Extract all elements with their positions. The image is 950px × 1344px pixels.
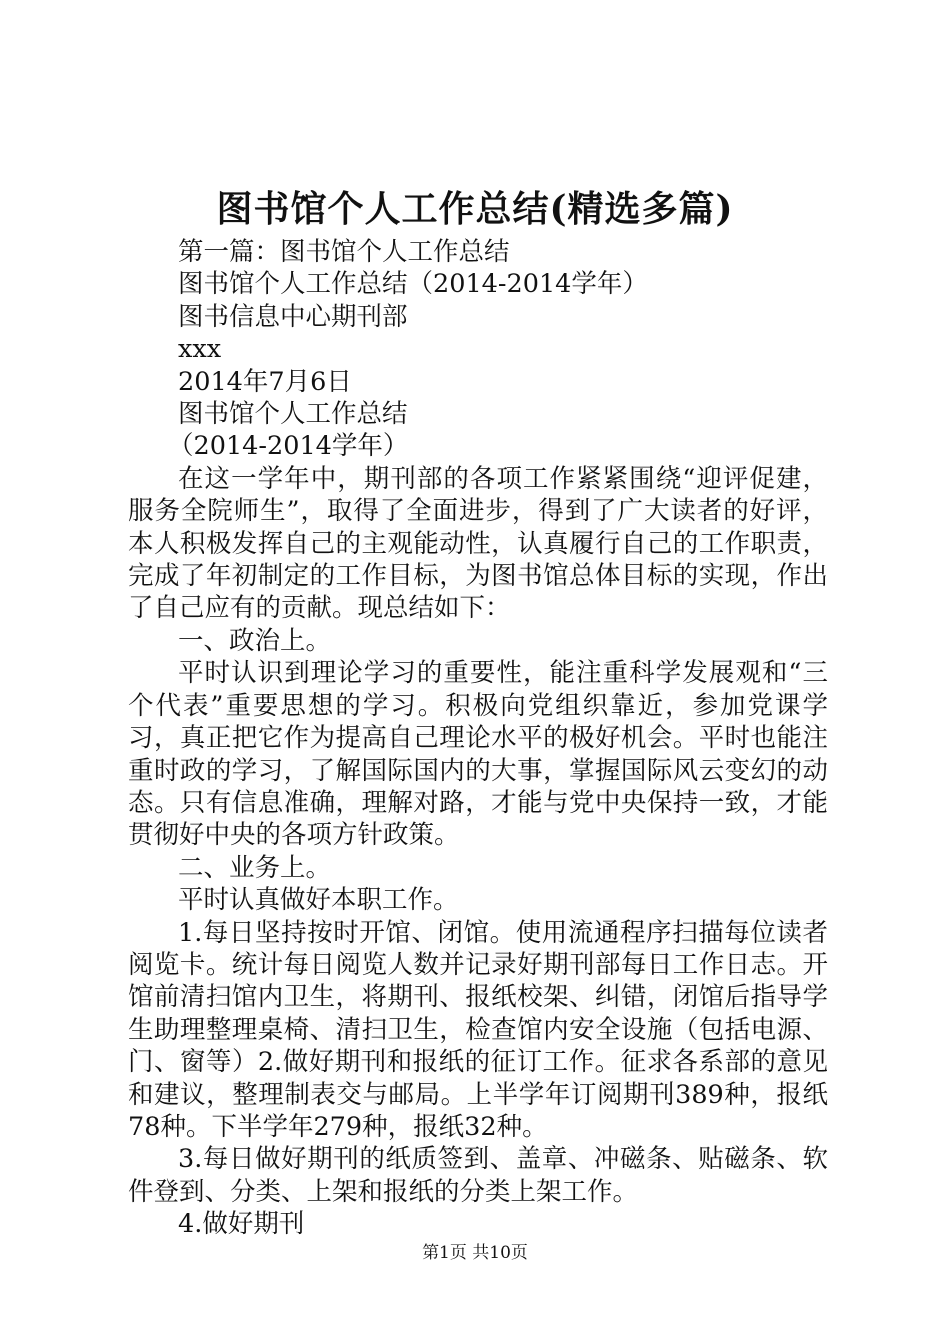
section-politics-heading: 一、政治上。 bbox=[178, 625, 332, 656]
document-body bbox=[128, 236, 828, 1241]
intro-paragraph: 在这一学年中，期刊部的各项工作紧紧围绕“迎评促建，服务全院师生”，取得了全面进步，得到了广大读者的好评，本人积极发挥自己的主观能动性，认真履行自己的工作职责，完成了年初制定的工作目标，为图书馆总体目标的实现，作出了自己应有的贡献。现总结如下： bbox=[128, 463, 828, 624]
summary-subtitle: 图书馆个人工作总结（2014-2014学年） bbox=[178, 269, 648, 300]
author-line: xxx bbox=[178, 334, 222, 365]
work-intro-line: 平时认真做好本职工作。 bbox=[178, 885, 459, 916]
document-title: 图书馆个人工作总结(精选多篇) bbox=[216, 188, 734, 230]
work-item-1-2-paragraph: 1.每日坚持按时开馆、闭馆。使用流通程序扫描每位读者阅览卡。统计每日阅览人数并记录好期刊部每日工作日志。开馆前清扫馆内卫生，将期刊、报纸校架、纠错，闭馆后指导学生助理整理桌椅、清扫卫生，检查馆内安全设施（包括电源、门、窗等）2.做好期刊和报纸的征订工作。征求各系部的意见和建议，整理制表交与邮局。上半学年订阅期刊389种，报纸78种。下半学年279种，报纸32种。 bbox=[128, 917, 828, 1142]
work-item-4-line: 4.做好期刊 bbox=[178, 1209, 305, 1240]
politics-paragraph: 平时认识到理论学习的重要性，能注重科学发展观和“三个代表”重要思想的学习。积极向党组织靠近，参加党课学习，真正把它作为提高自己理论水平的极好机会。平时也能注重时政的学习，了解国际国内的大事，掌握国际风云变幻的动态。只有信息准确，理解对路，才能与党中央保持一致，才能贯彻好中央的各项方针政策。 bbox=[128, 658, 828, 851]
page-footer: 第1页 共10页 bbox=[422, 1243, 528, 1263]
section-work-heading: 二、业务上。 bbox=[178, 852, 332, 883]
academic-year-line: （2014-2014学年） bbox=[168, 431, 409, 462]
chapter-heading: 第一篇：图书馆个人工作总结 bbox=[178, 237, 510, 267]
work-item-3-paragraph: 3.每日做好期刊的纸质签到、盖章、冲磁条、贴磁条、软件登到、分类、上架和报纸的分类上架工作。 bbox=[128, 1144, 828, 1207]
date-line: 2014年7月6日 bbox=[178, 366, 352, 397]
department-line: 图书信息中心期刊部 bbox=[178, 301, 408, 332]
summary-subtitle-repeat: 图书馆个人工作总结 bbox=[178, 399, 408, 430]
